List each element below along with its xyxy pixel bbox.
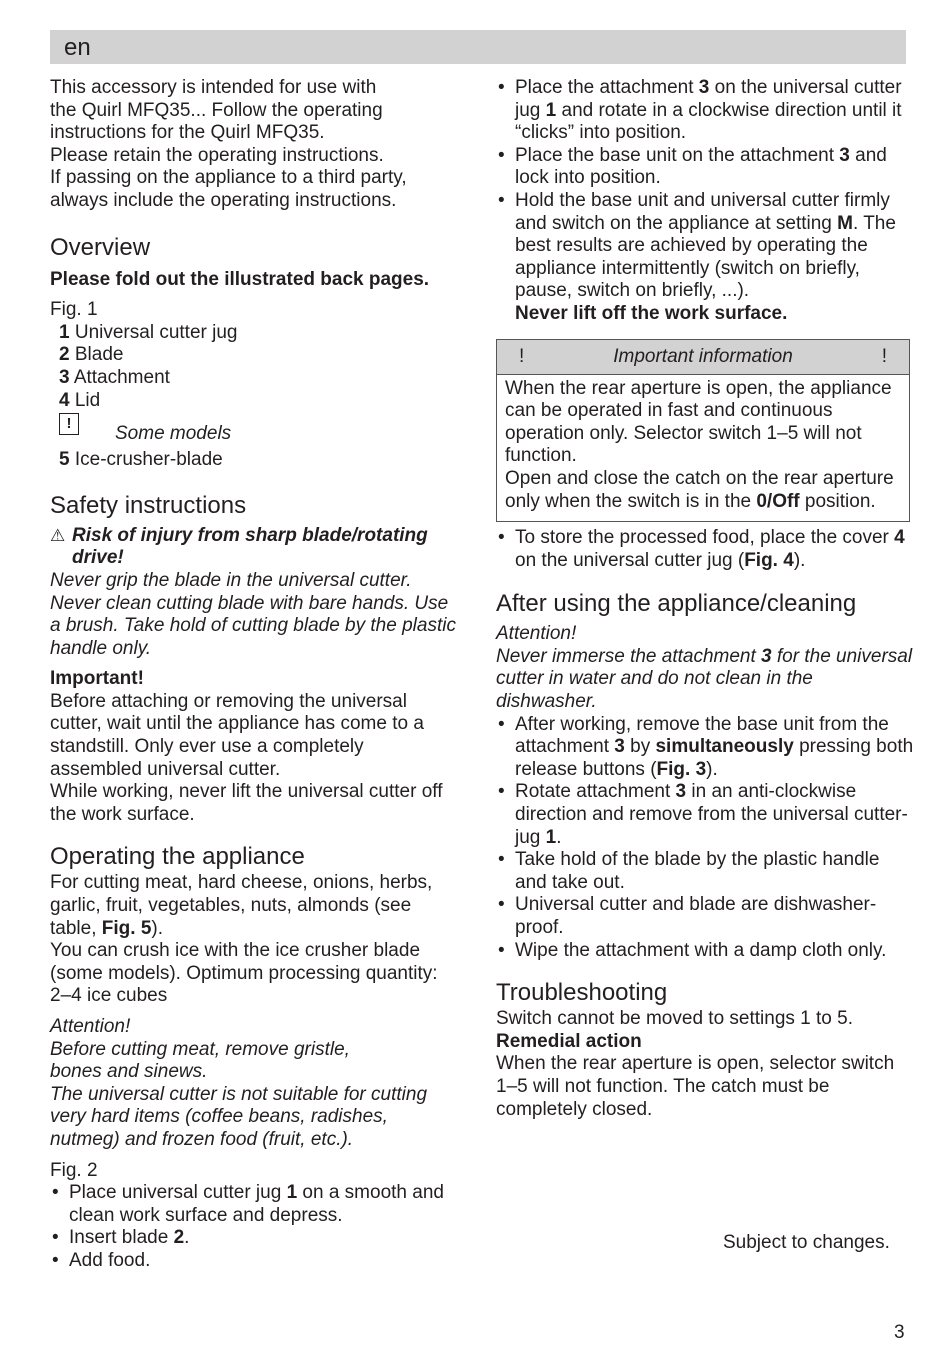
warning-body: Never grip the blade in the universal cutter. Never clean cutting blade with bare hands. Use a brush. Take hold of cutting blade by the plastic handle only. xyxy=(50,569,456,659)
important-box-text: Open and close the catch on the rear aperture only when the switch is in the 0/Off position. xyxy=(505,467,894,512)
operating-paragraph: For cutting meat, hard cheese, onions, herbs, garlic, fruit, vegetables, nuts, almonds (see table, Fig. 5). xyxy=(50,872,433,939)
intro-paragraph xyxy=(50,77,460,213)
attention-line: bones and sinews. xyxy=(50,1061,208,1083)
important-body: While working, never lift the universal cutter off the work surface. xyxy=(50,781,443,825)
list-item: • Add food. xyxy=(50,1250,460,1273)
fig2-label: Fig. 2 xyxy=(50,1159,98,1181)
exclamation-icon: ! xyxy=(881,345,887,367)
store-step xyxy=(496,527,914,572)
page-number: 3 xyxy=(894,1322,905,1343)
warning-title: Risk of injury from sharp blade/rotating drive! xyxy=(72,524,428,569)
important-box-body xyxy=(497,375,909,522)
list-item: • Take hold of the blade by the plastic handle and take out. xyxy=(496,849,914,894)
list-item: • Insert blade 2. xyxy=(50,1227,460,1250)
attention-line: The universal cutter is not suitable for cutting very hard items (coffee beans, radishes, nutmeg) and frozen food (fruit, etc.). xyxy=(50,1083,428,1150)
left-column xyxy=(50,77,460,1273)
exclamation-box-icon: ! xyxy=(59,413,79,435)
list-item: • Hold the base unit and universal cutter firmly and switch on the appliance at setting M. The best results are achieved by operating the appliance intermittently (switch on briefly, pause, switch on briefly, ...). Never lift off the work surface. xyxy=(496,190,914,326)
intro-line: If passing on the appliance to a third party, xyxy=(50,167,407,189)
troubleshooting-heading: Troubleshooting xyxy=(496,979,668,1007)
operating-steps xyxy=(50,1182,460,1272)
warning-title-row xyxy=(50,525,460,570)
never-lift-warning: Never lift off the work surface. xyxy=(515,302,788,324)
some-models-text: Some models xyxy=(115,423,232,445)
remedy-text: When the rear aperture is open, selector switch 1–5 will not function. The catch must be completely closed. xyxy=(496,1053,895,1120)
warning-triangle-icon: ⚠ xyxy=(50,525,66,545)
intro-line: instructions for the Quirl MFQ35. xyxy=(50,122,325,144)
intro-line: Please retain the operating instructions. xyxy=(50,144,384,166)
list-item: • Place universal cutter jug 1 on a smooth and clean work surface and depress. xyxy=(50,1182,460,1227)
some-models-note xyxy=(59,413,460,447)
attention-title: Attention! xyxy=(496,623,577,645)
list-item: • After working, remove the base unit from the attachment 3 by simultaneously pressing both release buttons (Fig. 3). xyxy=(496,714,914,782)
subject-to-changes: Subject to changes. xyxy=(723,1232,890,1253)
attention-title: Attention! xyxy=(50,1016,131,1037)
list-item: • Universal cutter and blade are dishwasher-proof. xyxy=(496,894,914,939)
part-item: 3 Attachment xyxy=(59,366,170,388)
exclamation-icon: ! xyxy=(519,345,525,367)
part-item: 1 Universal cutter jug xyxy=(59,321,238,343)
part-item: 4 Lid xyxy=(59,389,101,411)
cleaning-steps xyxy=(496,714,914,963)
operating-paragraph: You can crush ice with the ice crusher blade (some models). Optimum processing quantity: 2–4 ice cubes xyxy=(50,940,438,1007)
important-title: Important! xyxy=(50,668,144,690)
part-item: 5 Ice-crusher-blade xyxy=(59,449,223,471)
safety-heading: Safety instructions xyxy=(50,491,247,519)
attention-line: Before cutting meat, remove gristle, xyxy=(50,1038,350,1060)
intro-line: always include the operating instructions. xyxy=(50,189,397,211)
fig1-label: Fig. 1 xyxy=(50,299,98,321)
parts-list xyxy=(59,322,460,412)
important-box-header xyxy=(497,340,909,375)
important-box-title: Important information xyxy=(613,345,793,367)
after-use-heading: After using the appliance/cleaning xyxy=(496,590,857,618)
intro-line: This accessory is intended for use with xyxy=(50,77,377,98)
overview-heading: Overview xyxy=(50,233,151,261)
important-box-text: When the rear aperture is open, the appliance can be operated in fast and continuous operation only. Selector switch 1–5 will not function. xyxy=(505,377,892,467)
language-code: en xyxy=(64,34,91,61)
attention-body: Never immerse the attachment 3 for the universal cutter in water and do not clean in the dishwasher. xyxy=(496,645,913,713)
trouble-problem: Switch cannot be moved to settings 1 to 5. xyxy=(496,1008,853,1030)
assembly-steps xyxy=(496,77,914,326)
operating-heading: Operating the appliance xyxy=(50,843,305,871)
important-information-box xyxy=(496,339,910,523)
fold-note: Please fold out the illustrated back pages. xyxy=(50,268,430,290)
remedy-title: Remedial action xyxy=(496,1030,642,1052)
list-item: • Rotate attachment 3 in an anti-clockwise direction and remove from the universal cutter-jug 1. xyxy=(496,781,914,849)
important-body: Before attaching or removing the universal cutter, wait until the appliance has come to a standstill. Only ever use a completely assembled universal cutter. xyxy=(50,690,424,780)
list-item: • Wipe the attachment with a damp cloth only. xyxy=(496,940,914,963)
list-item: • Place the attachment 3 on the universal cutter jug 1 and rotate in a clockwise direction until it “clicks” into position. xyxy=(496,77,914,145)
list-item: • Place the base unit on the attachment 3 and lock into position. xyxy=(496,145,914,190)
part-item: 2 Blade xyxy=(59,344,124,366)
right-column xyxy=(496,77,914,1121)
intro-line: the Quirl MFQ35... Follow the operating xyxy=(50,99,383,121)
list-item: • To store the processed food, place the cover 4 on the universal cutter jug (Fig. 4). xyxy=(496,527,914,572)
language-bar xyxy=(50,30,906,64)
